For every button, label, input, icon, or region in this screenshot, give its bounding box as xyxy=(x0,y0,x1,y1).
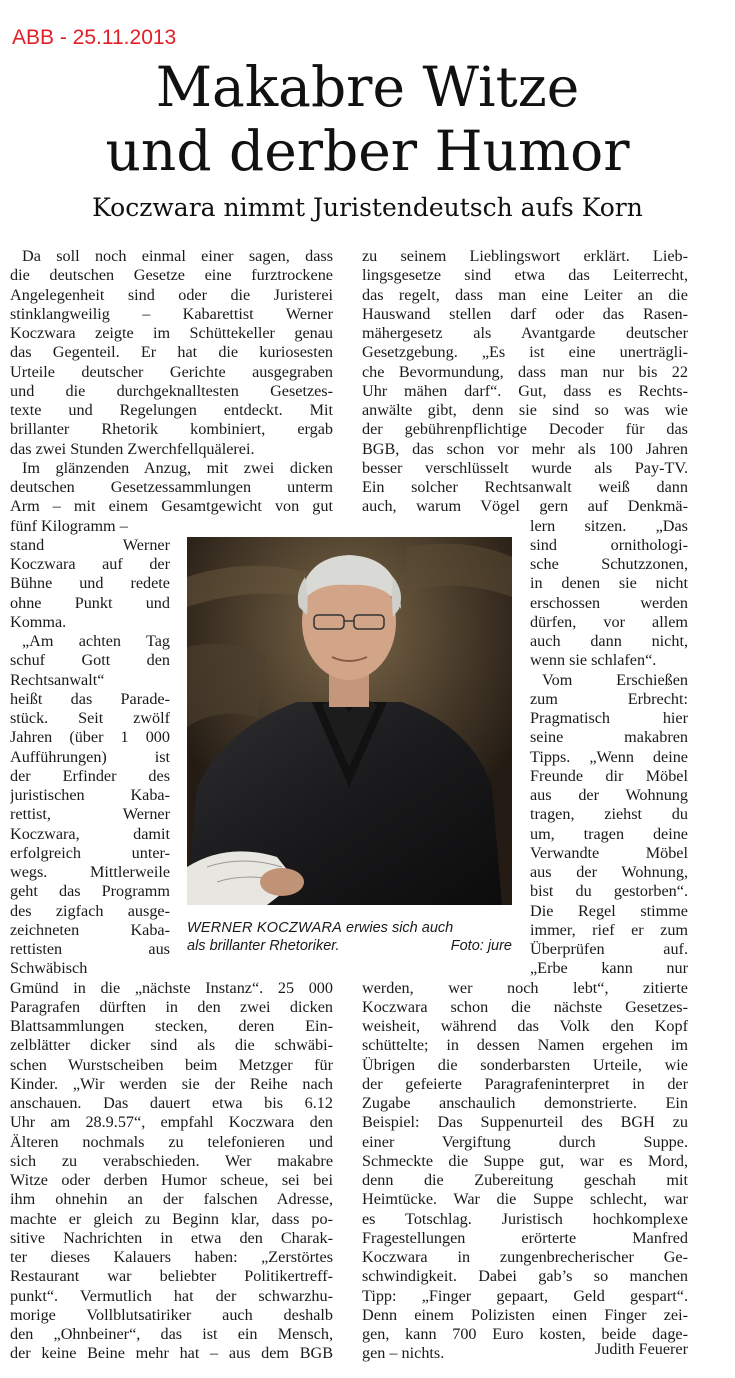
text-line: das regelt, dass man eine Leiter an die xyxy=(362,285,688,304)
text-line: Paragrafen dürften in den zwei dicken xyxy=(10,997,333,1016)
text-line: Überprüfen auf. xyxy=(530,940,688,958)
text-line: seine makabren xyxy=(530,728,688,747)
text-line: aus der Wohnung xyxy=(530,786,688,804)
text-line: Beispiel: Das Suppenurteil des BGH zu xyxy=(362,1113,688,1132)
text-line: Übrigen die sonderbarsten Urteile, wie xyxy=(362,1055,688,1074)
text-line: tragen, ziehst du xyxy=(530,805,688,824)
text-line: Urteile deutscher Gerichte ausgegraben xyxy=(10,362,333,381)
text-line: lingsgesetze sind etwa das Leiterrecht, xyxy=(362,266,688,285)
text-line: schuf Gott den xyxy=(10,651,170,670)
text-line: Arm – mit einem Gesamtgewicht von gut xyxy=(10,497,333,516)
text-line: dürfen, vor allem xyxy=(530,612,688,631)
text-line: immer, rief er zum xyxy=(530,920,688,939)
text-line: besser verschlüsselt wurde als Pay-TV. xyxy=(362,458,688,477)
text-line: rettist, Werner xyxy=(10,805,170,824)
text-line: der keine Beine mehr hat – aus dem BGB xyxy=(10,1344,333,1363)
text-line: denn die Zubereitung geschah mit xyxy=(362,1171,688,1189)
text-line: Komma. xyxy=(10,612,67,631)
text-line: anwälte gibt, denn sie sind so was wie xyxy=(362,401,688,419)
text-line: Im glänzenden Anzug, mit zwei dicken xyxy=(22,458,333,477)
text-line: heißt das Parade- xyxy=(10,689,170,708)
headline xyxy=(0,55,735,183)
headline-line-2: und derber Humor xyxy=(105,119,630,183)
text-line: Tipp: „Finger gepaart, Geld gespart“. xyxy=(362,1286,688,1305)
text-line: aus der Wohnung, xyxy=(530,863,688,881)
text-line: schen Wurstscheiben beim Metzger für xyxy=(10,1055,333,1074)
text-line: des zigfach ausge- xyxy=(10,901,170,920)
caption-text-1: erwies sich auch xyxy=(342,920,454,936)
text-line: erschossen werden xyxy=(530,593,688,612)
text-line: gen, kann 700 Euro kosten, beide dage- xyxy=(362,1325,688,1343)
text-line: schwindigkeit. Dabei gab’s so manchen xyxy=(362,1267,688,1286)
text-line: morige Vollblutsatiriker auch deshalb xyxy=(10,1305,333,1324)
text-line: „Am achten Tag xyxy=(22,632,170,650)
text-line: fünf Kilogramm – xyxy=(10,516,128,535)
text-line: Angelegenheit sind oder die Juristerei xyxy=(10,285,333,304)
text-line: um, tragen deine xyxy=(530,824,688,843)
text-line: che Bevormundung, dass man nur bis 22 xyxy=(362,362,688,381)
performer-portrait-illustration xyxy=(187,537,512,905)
text-line: stück. Seit zwölf xyxy=(10,709,170,727)
text-line: das zwei Stunden Zwerchfellquälerei. xyxy=(10,439,255,458)
text-line: punkt“. Vermutlich hat der schwarzhu- xyxy=(10,1286,333,1305)
text-line: den „Ohnbeiner“, das ist ein Mensch, xyxy=(10,1325,333,1343)
text-line: Bühne und redete xyxy=(10,574,170,593)
text-line: Witze oder derben Humor scheue, sei bei xyxy=(10,1171,333,1189)
text-line: werden, wer noch lebt“, zitierte xyxy=(362,978,688,997)
text-line: Älteren nochmals zu telefonieren und xyxy=(10,1132,333,1151)
text-line: bist du gestorben“. xyxy=(530,882,688,901)
text-line: ohne Punkt und xyxy=(10,593,170,612)
text-line: Fragestellungen erörterte Manfred xyxy=(362,1228,688,1247)
text-line: Uhr am 28.9.57“, empfahl Koczwara den xyxy=(10,1113,333,1132)
text-line: die deutschen Gesetze eine furztrockene xyxy=(10,266,333,285)
text-line: Restaurant war beliebter Politikertreff- xyxy=(10,1267,333,1286)
caption-name: WERNER KOCZWARA xyxy=(187,920,342,936)
text-line: sitive Nachrichten in etwa den Charak- xyxy=(10,1228,333,1247)
text-line: Schwäbisch xyxy=(10,959,88,978)
text-line: Aufführungen) ist xyxy=(10,747,170,766)
text-line: in denen sie nicht xyxy=(530,574,688,593)
text-line: Uhr mähen darf“. Gut, dass es Rechts- xyxy=(362,381,688,400)
text-line: machte er gleich zu Beginn klar, dass po- xyxy=(10,1209,333,1228)
text-line: Heimtücke. War die Suppe schlecht, war xyxy=(362,1190,688,1209)
text-line: der Erfinder des xyxy=(10,766,170,785)
text-line: ter dieses Kalauers haben: „Zerstörtes xyxy=(10,1248,333,1266)
text-line: geht das Programm xyxy=(10,882,170,901)
text-line: Hauswand stellen darf oder das Rasen- xyxy=(362,304,688,323)
text-line: anschauen. Das dauert etwa bis 6.12 xyxy=(10,1094,333,1112)
text-line: Tipps. „Wenn deine xyxy=(530,747,688,766)
text-line: zum Erbrecht: xyxy=(530,689,688,708)
text-line: schüttelte; in dessen Namen ergehen im xyxy=(362,1036,688,1055)
text-line: Koczwara auf der xyxy=(10,555,170,573)
subheadline: Koczwara nimmt Juristendeutsch aufs Korn xyxy=(92,193,643,222)
text-line: mähergesetz als Avantgarde deutscher xyxy=(362,324,688,342)
text-line: Die Regel stimme xyxy=(530,901,688,920)
text-line: BGB, das schon vor mehr als 100 Jahren xyxy=(362,439,688,458)
text-line: Koczwara zeigte im Schüttekeller genau xyxy=(10,324,333,342)
author-byline: Judith Feuerer xyxy=(594,1340,688,1358)
text-line: Ein solcher Rechtsanwalt weiß dann xyxy=(362,478,688,496)
text-line: zelblätter dicker sind als die schwäbi- xyxy=(10,1036,333,1055)
text-line: Koczwara, damit xyxy=(10,824,170,843)
text-line: „Erbe kann nur xyxy=(530,959,688,978)
text-line: Jahren (über 1 000 xyxy=(10,728,170,747)
text-line: auch, warum Vögel gern auf Denkmä- xyxy=(362,497,688,516)
caption-text-2: als brillanter Rhetoriker. xyxy=(187,938,340,954)
headline-line-1: Makabre Witze xyxy=(155,55,580,119)
text-line: es Totschlag. Juristisch hochkomplexe xyxy=(362,1209,688,1228)
text-line: Verwandte Möbel xyxy=(530,843,688,862)
text-line: der gebührenpflichtige Decoder für das xyxy=(362,420,688,439)
text-line: Gesetzgebung. „Es ist eine unerträgli- xyxy=(362,343,688,362)
text-line: deutschen Gesetzessammlungen unterm xyxy=(10,478,333,496)
source-date-tag: ABB - 25.11.2013 xyxy=(12,26,177,49)
text-line: auch dann nicht, xyxy=(530,632,688,650)
text-line: sich zu verabschieden. Wer makabre xyxy=(10,1151,333,1170)
text-line: Da soll noch einmal einer sagen, dass xyxy=(22,247,333,265)
text-line: zu seinem Lieblingswort erklärt. Lieb- xyxy=(362,247,688,265)
text-line: erfolgreich unter- xyxy=(10,843,170,862)
text-line: Schmeckte die Suppe gut, war es Mord, xyxy=(362,1151,688,1170)
text-line: Rechtsanwalt“ xyxy=(10,670,105,689)
text-line: sind ornithologi- xyxy=(530,535,688,554)
text-line: Pragmatisch hier xyxy=(530,709,688,727)
text-line: brillanter Rhetorik kombiniert, ergab xyxy=(10,420,333,439)
text-line: juristischen Kaba- xyxy=(10,786,170,804)
text-line: sche Schutzzonen, xyxy=(530,555,688,573)
text-line: stinklangweilig – Kabarettist Werner xyxy=(10,304,333,323)
text-line: weisheit, während das Volk den Kopf xyxy=(362,1017,688,1035)
text-line: ihm ohnehin an der falschen Adresse, xyxy=(10,1190,333,1209)
text-line: Blattsammlungen stecken, deren Ein- xyxy=(10,1017,333,1035)
text-line: einer Vergiftung durch Suppe. xyxy=(362,1132,688,1151)
text-line: Denn einem Polizisten einen Finger zei- xyxy=(362,1305,688,1324)
text-line: wenn sie schlafen“. xyxy=(530,651,657,670)
text-line: Freunde dir Möbel xyxy=(530,766,688,785)
text-line: der gefeierte Paragrafeninterpret in der xyxy=(362,1074,688,1093)
text-line: Vom Erschießen xyxy=(542,670,688,689)
photo-caption-line-1 xyxy=(187,919,512,937)
text-line: Koczwara in zungenbrecherischer Ge- xyxy=(362,1248,688,1266)
text-line: Koczwara schon die nächste Gesetzes- xyxy=(362,997,688,1016)
text-line: Gmünd in die „nächste Instanz“. 25 000 xyxy=(10,978,333,997)
text-line: gen – nichts. xyxy=(362,1344,445,1363)
text-line: lern sitzen. „Das xyxy=(530,516,688,535)
text-line: zeichneten Kaba- xyxy=(10,920,170,939)
text-line: das Gegenteil. Er hat die kuriosesten xyxy=(10,343,333,362)
text-line: texte und Regelungen entdeckt. Mit xyxy=(10,401,333,419)
text-line: und die durchgeknalltesten Gesetzes- xyxy=(10,381,333,400)
text-line: Kinder. „Wir werden sie der Reihe nach xyxy=(10,1074,333,1093)
article-photo xyxy=(187,537,512,905)
photo-caption-line-2 xyxy=(187,937,512,955)
text-line: rettisten aus xyxy=(10,940,170,958)
text-line: Zugabe anschaulich demonstrierte. Ein xyxy=(362,1094,688,1112)
text-line: stand Werner xyxy=(10,535,170,554)
text-line: wegs. Mittlerweile xyxy=(10,863,170,881)
photo-credit: Foto: jure xyxy=(450,938,512,954)
